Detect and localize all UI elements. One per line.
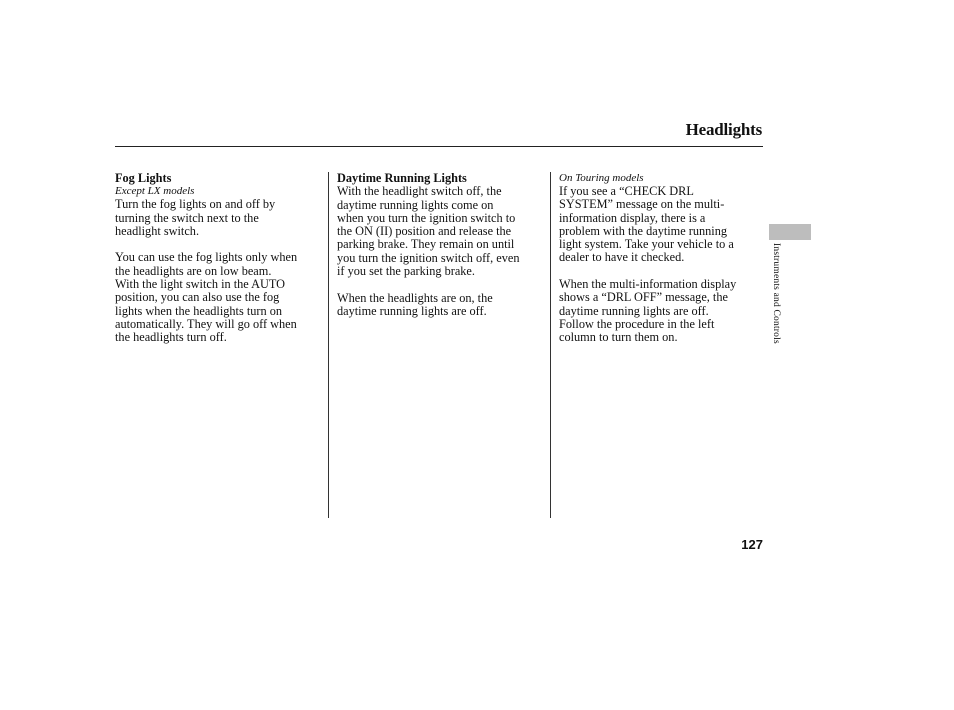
header-rule [115,146,763,147]
column-divider-1 [328,172,329,518]
touring-paragraph-2: When the multi-information display shows a “DRL OFF” message, the daytime running lights are off. Follow the procedure in the left column to turn them on. [559,277,737,345]
column-fog-lights [115,172,325,345]
drl-paragraph-1: With the headlight switch off, the daytime running lights come on when you turn the ignition switch to the ON (II) position and release the parking brake. They remain on until you turn the ignition switch off, even if you set the parking brake. [337,184,520,279]
page-number: 127 [741,537,763,552]
fog-lights-paragraph-2: You can use the fog lights only when the headlights are on low beam. With the light switch in the AUTO position, you can also use the fog lights when the headlights turn on automatically. They will go off when the headlights turn off. [115,250,298,345]
page-title: Headlights [685,120,762,139]
section-side-label: Instruments and Controls [771,243,781,344]
fog-lights-heading: Fog Lights [115,171,172,185]
column-touring-models [559,172,759,345]
column-divider-2 [550,172,551,518]
fog-lights-subheading: Except LX models [115,185,195,198]
drl-paragraph-2: When the headlights are on, the daytime running lights are off. [337,290,493,318]
drl-heading: Daytime Running Lights [337,171,467,185]
column-daytime-running-lights [337,172,545,318]
section-tab-marker [769,224,811,240]
touring-subheading: On Touring models [559,172,644,184]
fog-lights-paragraph-1: Turn the fog lights on and off by turning the switch next to the headlight switch. [115,197,276,238]
touring-paragraph-1: If you see a “CHECK DRL SYSTEM” message on the multi- information display, there is a problem with the daytime running light system. Take your vehicle to a dealer to have it checked. [559,184,734,265]
